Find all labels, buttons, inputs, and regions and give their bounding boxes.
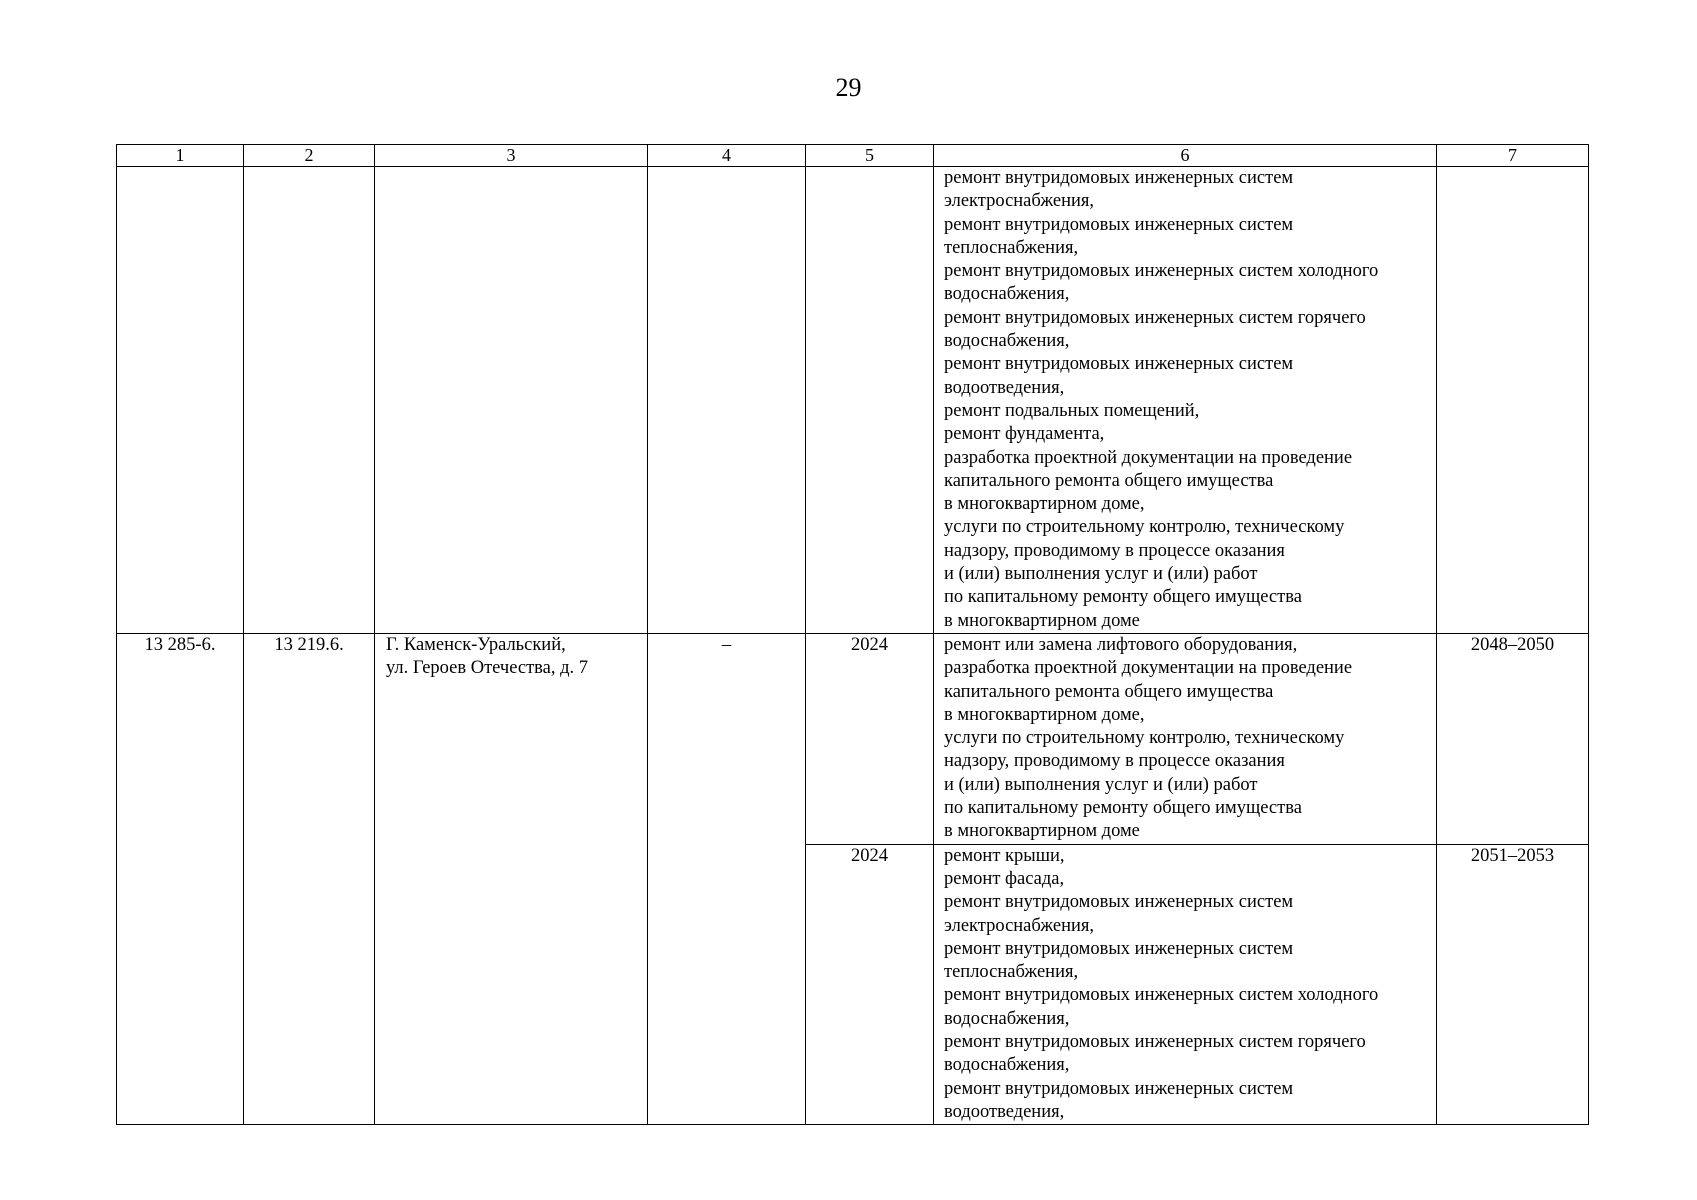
work-item: ремонт внутридомовых инженерных систем xyxy=(944,214,1294,235)
cell-empty xyxy=(1437,167,1589,634)
sub-number-cell: 13 219.6. xyxy=(244,633,375,1124)
cell-empty xyxy=(806,167,934,634)
column-header: 6 xyxy=(934,145,1437,167)
work-item: электроснабжения, xyxy=(944,915,1095,936)
work-item: по капитальному ремонту общего имущества xyxy=(944,587,1302,608)
work-item: ремонт подвальных помещений, xyxy=(944,400,1200,421)
cell-empty xyxy=(117,167,244,634)
work-item: ремонт внутридомовых инженерных систем xyxy=(944,938,1294,959)
work-item: в многоквартирном доме, xyxy=(944,494,1145,515)
page-number: 29 xyxy=(835,73,862,102)
work-item: и (или) выполнения услуг и (или) работ xyxy=(944,774,1258,795)
work-item: ремонт внутридомовых инженерных систем xyxy=(944,892,1294,913)
work-item: водоснабжения, xyxy=(944,1055,1070,1076)
work-item: капитального ремонта общего имущества xyxy=(944,681,1274,702)
range-cell: 2048–2050 xyxy=(1437,633,1589,844)
work-item: электроснабжения, xyxy=(944,191,1095,212)
work-item: водоснабжения, xyxy=(944,1008,1070,1029)
work-item: ремонт или замена лифтового оборудования, xyxy=(944,634,1298,655)
work-item: услуги по строительному контролю, техническому xyxy=(944,728,1345,749)
work-item: и (или) выполнения услуг и (или) работ xyxy=(944,564,1258,585)
work-item: водоотведения, xyxy=(944,1101,1065,1122)
cell-empty xyxy=(244,167,375,634)
work-item: водоотведения, xyxy=(944,377,1065,398)
table-row-continuation xyxy=(117,167,1589,634)
dash-cell: – xyxy=(648,633,806,1124)
work-item: в многоквартирном доме, xyxy=(944,704,1145,725)
header-row xyxy=(117,145,1589,167)
column-header: 2 xyxy=(244,145,375,167)
work-item: водоснабжения, xyxy=(944,284,1070,305)
column-header: 3 xyxy=(375,145,648,167)
work-item: ремонт внутридомовых инженерных систем горячего xyxy=(944,1031,1366,1052)
work-item: водоснабжения, xyxy=(944,331,1070,352)
works-cell xyxy=(934,167,1437,634)
works-cell xyxy=(934,844,1437,1125)
column-header: 7 xyxy=(1437,145,1589,167)
work-item: ремонт внутридомовых инженерных систем xyxy=(944,168,1294,188)
column-header: 5 xyxy=(806,145,934,167)
column-header: 4 xyxy=(648,145,806,167)
work-item: ремонт внутридомовых инженерных систем холодного xyxy=(944,261,1379,282)
work-item: ремонт внутридомовых инженерных систем холодного xyxy=(944,985,1379,1006)
work-item: разработка проектной документации на проведение xyxy=(944,447,1353,468)
work-item: в многоквартирном доме xyxy=(944,821,1140,842)
repair-schedule-table xyxy=(116,144,1589,1125)
year-cell: 2024 xyxy=(806,633,934,844)
year-cell: 2024 xyxy=(806,844,934,1125)
work-item: теплоснабжения, xyxy=(944,237,1079,258)
work-item: ремонт крыши, xyxy=(944,845,1065,866)
record-number-cell: 13 285-6. xyxy=(117,633,244,1124)
work-item: в многоквартирном доме xyxy=(944,610,1140,631)
work-item: надзору, проводимому в процессе оказания xyxy=(944,540,1285,561)
work-item: по капитальному ремонту общего имущества xyxy=(944,798,1302,819)
work-item: ремонт внутридомовых инженерных систем горячего xyxy=(944,307,1366,328)
work-item: надзору, проводимому в процессе оказания xyxy=(944,751,1285,772)
address-line: ул. Героев Отечества, д. 7 xyxy=(386,658,589,679)
work-item: услуги по строительному контролю, техническому xyxy=(944,517,1345,538)
work-item: ремонт внутридомовых инженерных систем xyxy=(944,1078,1294,1099)
column-header: 1 xyxy=(117,145,244,167)
address-line: Г. Каменск-Уральский, xyxy=(386,634,566,655)
table-row xyxy=(117,633,1589,844)
address-cell xyxy=(375,633,648,1124)
work-item: капитального ремонта общего имущества xyxy=(944,470,1274,491)
range-cell: 2051–2053 xyxy=(1437,844,1589,1125)
work-item: разработка проектной документации на проведение xyxy=(944,658,1353,679)
cell-empty xyxy=(648,167,806,634)
cell-empty xyxy=(375,167,648,634)
work-item: ремонт фундамента, xyxy=(944,424,1105,445)
work-item: теплоснабжения, xyxy=(944,962,1079,983)
works-cell xyxy=(934,633,1437,844)
work-item: ремонт фасада, xyxy=(944,868,1065,889)
work-item: ремонт внутридомовых инженерных систем xyxy=(944,354,1294,375)
